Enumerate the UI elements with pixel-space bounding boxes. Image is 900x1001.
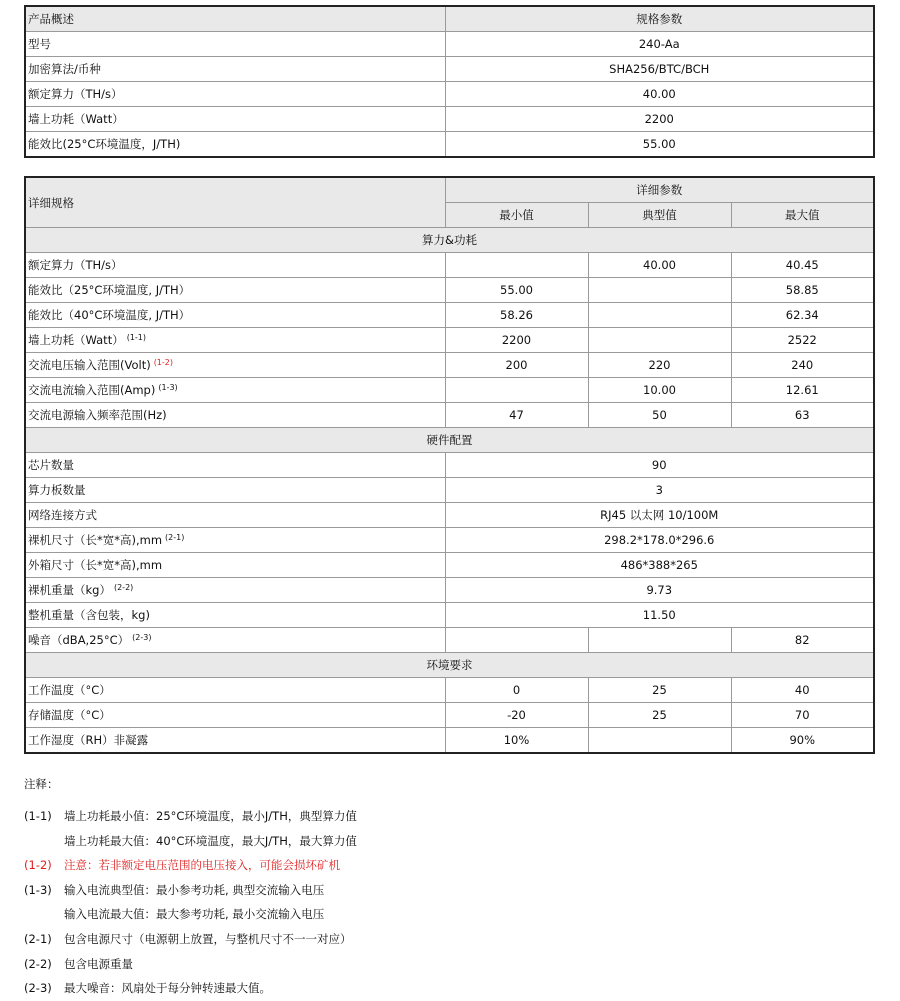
note-text: 输入电流典型值：最小参考功耗, 典型交流输入电压 xyxy=(64,882,325,897)
row-label: 能效比（40°C环境温度, J/TH） xyxy=(25,303,445,328)
row-label: 裸机尺寸（长*宽*高),mm $^{(2-1)}$ xyxy=(25,528,445,553)
row-typ xyxy=(588,628,731,653)
row-label: 芯片数量 xyxy=(25,453,445,478)
table-row xyxy=(25,32,874,57)
footnote-ref: (1-1) xyxy=(126,333,147,342)
row-max: 63 xyxy=(731,403,874,428)
row-label: 交流电源输入频率范围(Hz) xyxy=(25,403,445,428)
table-row xyxy=(25,107,874,132)
row-label: 能效比(25°C环境温度，J/TH) xyxy=(25,132,445,158)
row-max: 62.34 xyxy=(731,303,874,328)
footnote-ref: (1-3) xyxy=(158,383,178,392)
row-value: SHA256/BTC/BCH xyxy=(445,57,874,82)
row-typ: 10.00 xyxy=(588,378,731,403)
row-min: 55.00 xyxy=(445,278,588,303)
row-label: 交流电压输入范围(Volt) $^{(1-2)}$ xyxy=(25,353,445,378)
row-value: 298.2*178.0*296.6 xyxy=(445,528,874,553)
row-typ: 25 xyxy=(588,703,731,728)
row-typ: 25 xyxy=(588,678,731,703)
note-text: 墙上功耗最小值：25°C环境温度，最小J/TH，典型算力值 xyxy=(64,809,357,823)
table-row xyxy=(25,453,874,478)
notes-section xyxy=(24,774,875,1001)
table-row xyxy=(25,278,874,303)
row-min: 200 xyxy=(445,353,588,378)
row-label: 存储温度（°C） xyxy=(25,703,445,728)
footnote-ref-warning: (1-2) xyxy=(153,358,173,367)
row-label: 裸机重量（kg） $^{(2-2)}$ xyxy=(25,578,445,603)
section-row xyxy=(25,653,874,678)
row-value: 240-Aa xyxy=(445,32,874,57)
note-line-warning xyxy=(24,853,875,878)
row-max: 58.85 xyxy=(731,278,874,303)
section-title: 算力&功耗 xyxy=(25,228,874,253)
section-row xyxy=(25,228,874,253)
note-code: (1-3) xyxy=(24,882,52,897)
row-label: 墙上功耗（Watt） xyxy=(25,107,445,132)
row-typ xyxy=(588,328,731,353)
row-value: 40.00 xyxy=(445,82,874,107)
overview-header-label: 产品概述 xyxy=(25,6,445,32)
row-min xyxy=(445,628,588,653)
row-typ xyxy=(588,278,731,303)
row-max: 2522 xyxy=(731,328,874,353)
note-line xyxy=(24,878,875,903)
row-typ: 50 xyxy=(588,403,731,428)
note-line xyxy=(24,902,875,927)
note-line xyxy=(24,927,875,952)
row-label: 能效比（25°C环境温度, J/TH） xyxy=(25,278,445,303)
note-text: 输入电流最大值：最大参考功耗, 最小交流输入电压 xyxy=(64,907,325,922)
note-line xyxy=(24,829,875,854)
table-row xyxy=(25,378,874,403)
row-label: 工作温度（°C） xyxy=(25,678,445,703)
row-label: 工作湿度（RH）非凝露 xyxy=(25,728,445,754)
table-row xyxy=(25,578,874,603)
row-label: 整机重量（含包装，kg) xyxy=(25,603,445,628)
col-header-min: 最小值 xyxy=(445,203,588,228)
col-header-typ: 典型值 xyxy=(588,203,731,228)
note-line xyxy=(24,952,875,977)
note-text: 最大噪音：风扇处于每分钟转速最大值。 xyxy=(64,981,271,996)
row-min: 0 xyxy=(445,678,588,703)
footnote-ref: (2-1) xyxy=(165,533,185,542)
row-min xyxy=(445,253,588,278)
row-value: 2200 xyxy=(445,107,874,132)
table-row xyxy=(25,478,874,503)
note-text: 注意：若非额定电压范围的电压接入，可能会损坏矿机 xyxy=(64,858,340,873)
row-min xyxy=(445,378,588,403)
row-label: 噪音（dBA,25°C） $^{(2-3)}$ xyxy=(25,628,445,653)
row-typ xyxy=(588,303,731,328)
table-row xyxy=(25,703,874,728)
table-row xyxy=(25,82,874,107)
overview-header-row xyxy=(25,6,874,32)
row-label: 墙上功耗（Watt） $^{(1-1)}$ xyxy=(25,328,445,353)
details-table xyxy=(24,176,875,754)
row-value: 3 xyxy=(445,478,874,503)
row-min: -20 xyxy=(445,703,588,728)
table-row xyxy=(25,303,874,328)
table-row xyxy=(25,328,874,353)
row-typ: 40.00 xyxy=(588,253,731,278)
row-max: 82 xyxy=(731,628,874,653)
row-value: 486*388*265 xyxy=(445,553,874,578)
table-row xyxy=(25,728,874,754)
row-label: 额定算力（TH/s） xyxy=(25,82,445,107)
table-row xyxy=(25,603,874,628)
row-value: 9.73 xyxy=(445,578,874,603)
table-row xyxy=(25,132,874,158)
row-min: 47 xyxy=(445,403,588,428)
note-line xyxy=(24,976,875,1001)
details-header-group: 详细参数 xyxy=(445,177,874,203)
table-row xyxy=(25,503,874,528)
row-max: 240 xyxy=(731,353,874,378)
row-max: 40 xyxy=(731,678,874,703)
row-label: 额定算力（TH/s） xyxy=(25,253,445,278)
table-row xyxy=(25,353,874,378)
row-typ xyxy=(588,728,731,754)
note-code: (1-1) xyxy=(24,809,52,823)
row-min: 10% xyxy=(445,728,588,754)
table-row xyxy=(25,553,874,578)
footnote-ref: (2-3) xyxy=(132,633,152,642)
row-value: 55.00 xyxy=(445,132,874,158)
row-label: 交流电流输入范围(Amp) $^{(1-3)}$ xyxy=(25,378,445,403)
note-code: (2-1) xyxy=(24,931,52,946)
note-text: 包含电源重量 xyxy=(64,956,133,971)
row-max: 90% xyxy=(731,728,874,754)
note-line xyxy=(24,804,875,829)
row-min: 2200 xyxy=(445,328,588,353)
note-text: 包含电源尺寸（电源朝上放置，与整机尺寸不一一对应） xyxy=(64,931,352,946)
note-code: (2-2) xyxy=(24,956,52,971)
row-label: 加密算法/币种 xyxy=(25,57,445,82)
table-row xyxy=(25,403,874,428)
details-header-label: 详细规格 xyxy=(25,177,445,228)
row-min: 58.26 xyxy=(445,303,588,328)
table-row xyxy=(25,57,874,82)
col-header-max: 最大值 xyxy=(731,203,874,228)
section-title: 硬件配置 xyxy=(25,428,874,453)
row-value: RJ45 以太网 10/100M xyxy=(445,503,874,528)
row-max: 40.45 xyxy=(731,253,874,278)
table-row xyxy=(25,253,874,278)
row-label: 算力板数量 xyxy=(25,478,445,503)
section-title: 环境要求 xyxy=(25,653,874,678)
row-value: 90 xyxy=(445,453,874,478)
row-label: 型号 xyxy=(25,32,445,57)
table-row xyxy=(25,528,874,553)
overview-header-value: 规格参数 xyxy=(445,6,874,32)
row-max: 12.61 xyxy=(731,378,874,403)
notes-title: 注释： xyxy=(24,777,59,791)
row-label: 外箱尺寸（长*宽*高),mm xyxy=(25,553,445,578)
note-code: (1-2) xyxy=(24,858,52,873)
row-max: 70 xyxy=(731,703,874,728)
table-row xyxy=(25,628,874,653)
row-label: 网络连接方式 xyxy=(25,503,445,528)
row-typ: 220 xyxy=(588,353,731,378)
note-code: (2-3) xyxy=(24,981,52,996)
table-row xyxy=(25,678,874,703)
overview-table xyxy=(24,5,875,158)
row-value: 11.50 xyxy=(445,603,874,628)
details-header-row xyxy=(25,177,874,203)
note-text: 墙上功耗最大值：40°C环境温度，最大J/TH，最大算力值 xyxy=(64,833,357,848)
section-row xyxy=(25,428,874,453)
footnote-ref: (2-2) xyxy=(113,583,134,592)
